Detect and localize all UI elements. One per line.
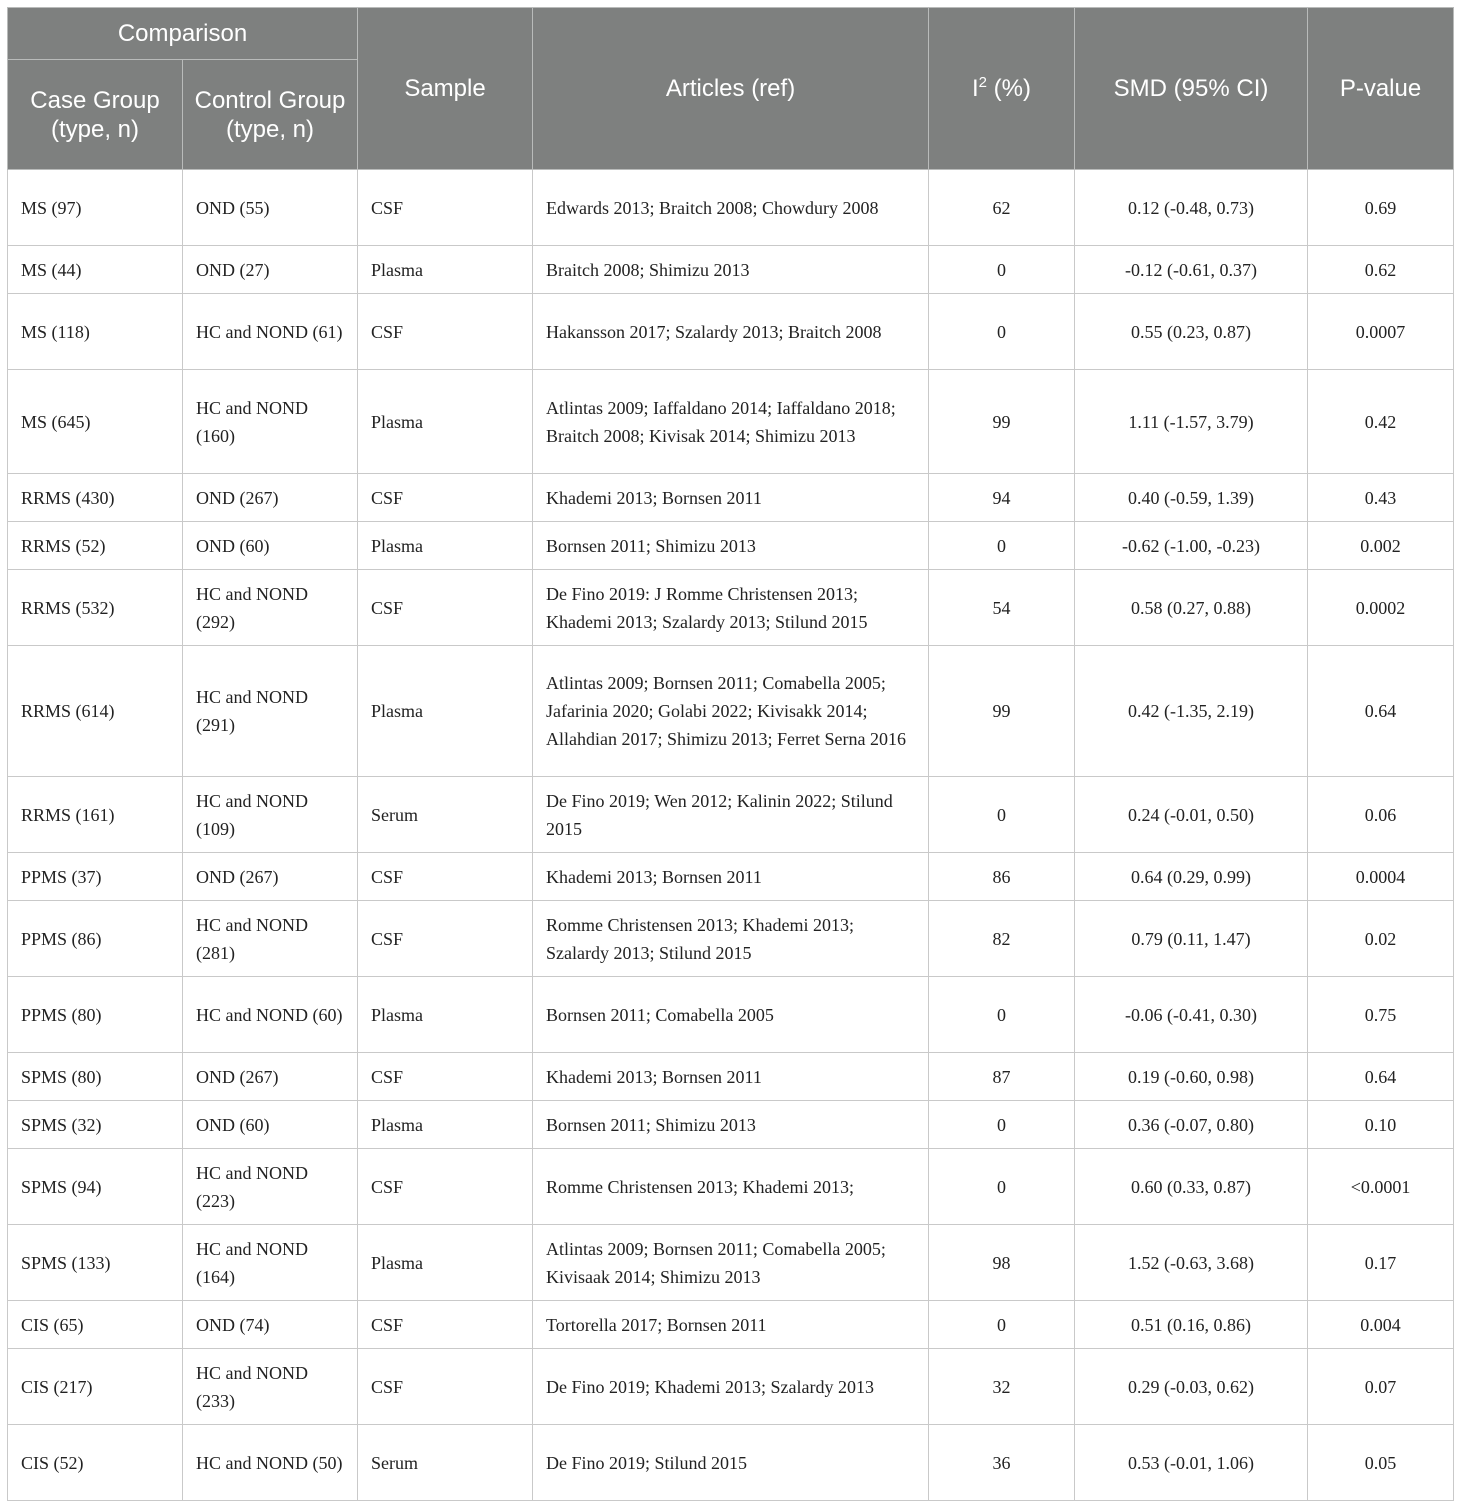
smd-cell: 0.40 (-0.59, 1.39) <box>1075 474 1308 522</box>
table-row <box>8 522 1454 570</box>
smd-cell: 0.79 (0.11, 1.47) <box>1075 901 1308 977</box>
case-group-cell: SPMS (80) <box>8 1053 183 1101</box>
pvalue-cell: 0.69 <box>1308 170 1454 246</box>
case-group-cell: MS (44) <box>8 246 183 294</box>
smd-cell: 0.55 (0.23, 0.87) <box>1075 294 1308 370</box>
smd-cell: 0.24 (-0.01, 0.50) <box>1075 777 1308 853</box>
control-group-cell: HC and NOND (223) <box>183 1149 358 1225</box>
table-row <box>8 170 1454 246</box>
table-body <box>8 170 1454 1501</box>
case-group-cell: RRMS (52) <box>8 522 183 570</box>
pvalue-cell: 0.004 <box>1308 1301 1454 1349</box>
sample-cell: CSF <box>358 170 533 246</box>
control-group-cell: HC and NOND (281) <box>183 901 358 977</box>
pvalue-cell: 0.002 <box>1308 522 1454 570</box>
pvalue-cell: 0.02 <box>1308 901 1454 977</box>
sample-cell: Plasma <box>358 646 533 777</box>
table-row <box>8 474 1454 522</box>
case-group-cell: PPMS (80) <box>8 977 183 1053</box>
pvalue-cell: 0.64 <box>1308 646 1454 777</box>
i2-cell: 0 <box>929 522 1075 570</box>
i2-header-base: I <box>972 75 979 102</box>
case-group-cell: RRMS (430) <box>8 474 183 522</box>
articles-cell: Khademi 2013; Bornsen 2011 <box>533 1053 929 1101</box>
control-group-cell: HC and NOND (109) <box>183 777 358 853</box>
i2-cell: 32 <box>929 1349 1075 1425</box>
table-row <box>8 1301 1454 1349</box>
case-group-cell: SPMS (94) <box>8 1149 183 1225</box>
i2-cell: 86 <box>929 853 1075 901</box>
table-row <box>8 901 1454 977</box>
control-group-cell: OND (60) <box>183 1101 358 1149</box>
table-row <box>8 246 1454 294</box>
sample-cell: Plasma <box>358 246 533 294</box>
control-group-header: Control Group (type, n) <box>183 60 358 170</box>
control-group-cell: OND (74) <box>183 1301 358 1349</box>
articles-cell: De Fino 2019: J Romme Christensen 2013; Khademi 2013; Szalardy 2013; Stilund 2015 <box>533 570 929 646</box>
case-group-cell: RRMS (532) <box>8 570 183 646</box>
case-group-cell: SPMS (32) <box>8 1101 183 1149</box>
case-group-cell: RRMS (614) <box>8 646 183 777</box>
control-group-cell: OND (267) <box>183 1053 358 1101</box>
control-group-cell: OND (60) <box>183 522 358 570</box>
table-row <box>8 1225 1454 1301</box>
sample-cell: Plasma <box>358 1101 533 1149</box>
articles-cell: De Fino 2019; Wen 2012; Kalinin 2022; Stilund 2015 <box>533 777 929 853</box>
smd-cell: 0.19 (-0.60, 0.98) <box>1075 1053 1308 1101</box>
smd-cell: 0.51 (0.16, 0.86) <box>1075 1301 1308 1349</box>
meta-analysis-table <box>7 7 1454 1501</box>
articles-cell: Atlintas 2009; Bornsen 2011; Comabella 2005; Jafarinia 2020; Golabi 2022; Kivisakk 2014; Allahdian 2017; Shimizu 2013; Ferret Serna 2016 <box>533 646 929 777</box>
sample-cell: CSF <box>358 474 533 522</box>
control-group-cell: HC and NOND (61) <box>183 294 358 370</box>
smd-cell: 0.53 (-0.01, 1.06) <box>1075 1425 1308 1501</box>
control-group-cell: OND (27) <box>183 246 358 294</box>
pvalue-cell: 0.64 <box>1308 1053 1454 1101</box>
smd-cell: 0.60 (0.33, 0.87) <box>1075 1149 1308 1225</box>
sample-cell: Serum <box>358 1425 533 1501</box>
sample-cell: CSF <box>358 1349 533 1425</box>
i2-header-suffix: (%) <box>987 75 1032 102</box>
control-group-cell: OND (55) <box>183 170 358 246</box>
case-group-cell: MS (118) <box>8 294 183 370</box>
control-group-cell: HC and NOND (160) <box>183 370 358 474</box>
case-group-cell: PPMS (37) <box>8 853 183 901</box>
smd-cell: -0.62 (-1.00, -0.23) <box>1075 522 1308 570</box>
articles-cell: Romme Christensen 2013; Khademi 2013; <box>533 1149 929 1225</box>
sample-cell: CSF <box>358 901 533 977</box>
sample-cell: Serum <box>358 777 533 853</box>
case-group-cell: CIS (52) <box>8 1425 183 1501</box>
control-group-cell: HC and NOND (291) <box>183 646 358 777</box>
comparison-header: Comparison <box>8 8 358 60</box>
table-row <box>8 1053 1454 1101</box>
pvalue-cell: 0.07 <box>1308 1349 1454 1425</box>
control-group-cell: HC and NOND (233) <box>183 1349 358 1425</box>
articles-cell: Tortorella 2017; Bornsen 2011 <box>533 1301 929 1349</box>
table-row <box>8 977 1454 1053</box>
sample-cell: Plasma <box>358 522 533 570</box>
smd-cell: 0.58 (0.27, 0.88) <box>1075 570 1308 646</box>
articles-cell: Atlintas 2009; Bornsen 2011; Comabella 2005; Kivisaak 2014; Shimizu 2013 <box>533 1225 929 1301</box>
articles-cell: Atlintas 2009; Iaffaldano 2014; Iaffaldano 2018; Braitch 2008; Kivisak 2014; Shimizu 2013 <box>533 370 929 474</box>
pvalue-cell: 0.42 <box>1308 370 1454 474</box>
articles-cell: Khademi 2013; Bornsen 2011 <box>533 853 929 901</box>
table-row <box>8 370 1454 474</box>
smd-cell: -0.12 (-0.61, 0.37) <box>1075 246 1308 294</box>
pvalue-cell: 0.0004 <box>1308 853 1454 901</box>
smd-cell: 0.12 (-0.48, 0.73) <box>1075 170 1308 246</box>
case-group-cell: RRMS (161) <box>8 777 183 853</box>
i2-header-superscript: 2 <box>978 74 988 91</box>
table-row <box>8 1101 1454 1149</box>
smd-cell: 0.29 (-0.03, 0.62) <box>1075 1349 1308 1425</box>
table-row <box>8 777 1454 853</box>
articles-header: Articles (ref) <box>533 8 929 170</box>
pvalue-cell: 0.05 <box>1308 1425 1454 1501</box>
case-group-cell: MS (645) <box>8 370 183 474</box>
table-row <box>8 1349 1454 1425</box>
sample-cell: Plasma <box>358 977 533 1053</box>
pvalue-cell: <0.0001 <box>1308 1149 1454 1225</box>
sample-cell: CSF <box>358 853 533 901</box>
sample-cell: CSF <box>358 294 533 370</box>
control-group-cell: HC and NOND (292) <box>183 570 358 646</box>
control-group-cell: HC and NOND (164) <box>183 1225 358 1301</box>
articles-cell: Braitch 2008; Shimizu 2013 <box>533 246 929 294</box>
articles-cell: Bornsen 2011; Shimizu 2013 <box>533 522 929 570</box>
sample-cell: CSF <box>358 570 533 646</box>
i2-cell: 36 <box>929 1425 1075 1501</box>
case-group-cell: SPMS (133) <box>8 1225 183 1301</box>
i2-cell: 62 <box>929 170 1075 246</box>
case-group-cell: CIS (217) <box>8 1349 183 1425</box>
i2-cell: 99 <box>929 370 1075 474</box>
smd-header: SMD (95% CI) <box>1075 8 1308 170</box>
i2-cell: 0 <box>929 294 1075 370</box>
table-row <box>8 1425 1454 1501</box>
articles-cell: Edwards 2013; Braitch 2008; Chowdury 2008 <box>533 170 929 246</box>
control-group-cell: OND (267) <box>183 853 358 901</box>
sample-cell: CSF <box>358 1149 533 1225</box>
articles-cell: Hakansson 2017; Szalardy 2013; Braitch 2008 <box>533 294 929 370</box>
i2-cell: 0 <box>929 777 1075 853</box>
sample-cell: CSF <box>358 1053 533 1101</box>
i2-cell: 94 <box>929 474 1075 522</box>
i2-cell: 99 <box>929 646 1075 777</box>
i2-cell: 0 <box>929 977 1075 1053</box>
pvalue-header: P-value <box>1308 8 1454 170</box>
control-group-cell: HC and NOND (60) <box>183 977 358 1053</box>
smd-cell: 1.11 (-1.57, 3.79) <box>1075 370 1308 474</box>
i2-cell: 87 <box>929 1053 1075 1101</box>
case-group-cell: CIS (65) <box>8 1301 183 1349</box>
table-row <box>8 646 1454 777</box>
smd-cell: 1.52 (-0.63, 3.68) <box>1075 1225 1308 1301</box>
i2-cell: 0 <box>929 246 1075 294</box>
sample-cell: Plasma <box>358 1225 533 1301</box>
pvalue-cell: 0.0002 <box>1308 570 1454 646</box>
pvalue-cell: 0.75 <box>1308 977 1454 1053</box>
pvalue-cell: 0.43 <box>1308 474 1454 522</box>
i2-header <box>929 8 1075 170</box>
case-group-cell: MS (97) <box>8 170 183 246</box>
i2-cell: 82 <box>929 901 1075 977</box>
pvalue-cell: 0.10 <box>1308 1101 1454 1149</box>
sample-cell: Plasma <box>358 370 533 474</box>
i2-cell: 54 <box>929 570 1075 646</box>
articles-cell: De Fino 2019; Stilund 2015 <box>533 1425 929 1501</box>
table-row <box>8 1149 1454 1225</box>
table-header <box>8 8 1454 170</box>
table-row <box>8 294 1454 370</box>
articles-cell: Romme Christensen 2013; Khademi 2013; Szalardy 2013; Stilund 2015 <box>533 901 929 977</box>
articles-cell: Khademi 2013; Bornsen 2011 <box>533 474 929 522</box>
control-group-cell: HC and NOND (50) <box>183 1425 358 1501</box>
i2-cell: 0 <box>929 1149 1075 1225</box>
articles-cell: Bornsen 2011; Comabella 2005 <box>533 977 929 1053</box>
articles-cell: Bornsen 2011; Shimizu 2013 <box>533 1101 929 1149</box>
pvalue-cell: 0.17 <box>1308 1225 1454 1301</box>
pvalue-cell: 0.62 <box>1308 246 1454 294</box>
case-group-header: Case Group (type, n) <box>8 60 183 170</box>
sample-cell: CSF <box>358 1301 533 1349</box>
sample-header: Sample <box>358 8 533 170</box>
table-row <box>8 570 1454 646</box>
control-group-cell: OND (267) <box>183 474 358 522</box>
case-group-cell: PPMS (86) <box>8 901 183 977</box>
smd-cell: -0.06 (-0.41, 0.30) <box>1075 977 1308 1053</box>
i2-cell: 0 <box>929 1101 1075 1149</box>
smd-cell: 0.36 (-0.07, 0.80) <box>1075 1101 1308 1149</box>
i2-cell: 98 <box>929 1225 1075 1301</box>
i2-cell: 0 <box>929 1301 1075 1349</box>
pvalue-cell: 0.0007 <box>1308 294 1454 370</box>
table-row <box>8 853 1454 901</box>
pvalue-cell: 0.06 <box>1308 777 1454 853</box>
smd-cell: 0.42 (-1.35, 2.19) <box>1075 646 1308 777</box>
articles-cell: De Fino 2019; Khademi 2013; Szalardy 2013 <box>533 1349 929 1425</box>
smd-cell: 0.64 (0.29, 0.99) <box>1075 853 1308 901</box>
